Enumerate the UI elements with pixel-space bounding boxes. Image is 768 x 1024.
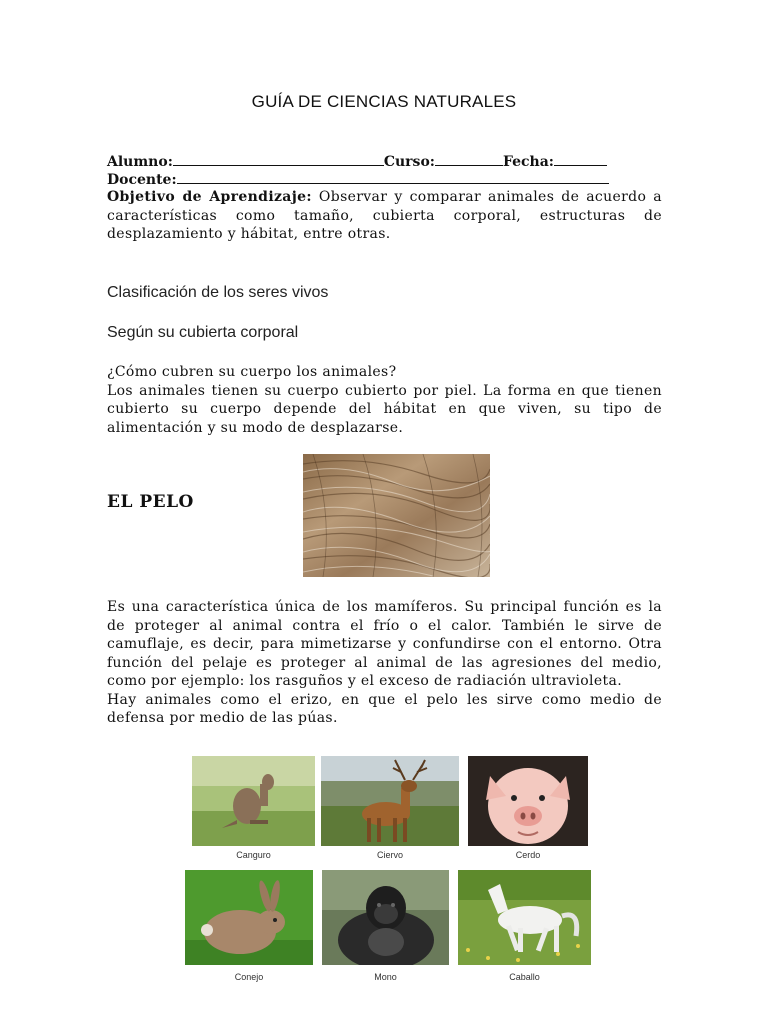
pelo-paragraph (107, 598, 662, 728)
horse-photo (458, 870, 591, 965)
animal-caption: Mono (374, 972, 397, 982)
animal-caption: Canguro (236, 850, 271, 860)
curso-blank[interactable] (435, 152, 503, 166)
gorilla-photo (322, 870, 449, 965)
animal-caption: Ciervo (376, 850, 403, 860)
intro-paragraph (107, 363, 662, 437)
subsection-title: Según su cubierta corporal (107, 324, 299, 341)
section-title: Clasificación de los seres vivos (107, 284, 329, 301)
student-info-line (107, 152, 607, 171)
fecha-blank[interactable] (554, 152, 607, 166)
animal-caption: Conejo (234, 972, 264, 982)
intro-question: ¿Cómo cubren su cuerpo los animales? (107, 364, 397, 380)
pig-photo (468, 756, 588, 846)
kangaroo-photo (192, 756, 315, 846)
docente-label: Docente: (107, 172, 177, 188)
fecha-label: Fecha: (502, 154, 554, 170)
animal-caption: Cerdo (515, 850, 541, 860)
pelo-text-2: Hay animales como el erizo, en que el pelo les sirve como medio de defensa por medio de las púas. (107, 691, 662, 726)
animal-caption: Caballo (509, 972, 540, 982)
pelo-heading: EL PELO (107, 492, 194, 512)
fur-photo (303, 454, 490, 577)
pelo-text-1: Es una característica única de los mamíferos. Su principal función es la de proteger al animal contra el frío o el calor. También le sirve de camuflaje, es decir, para mimetizarse y confundirse con el entorno. Otra función del pelaje es proteger al animal de las agresiones del medio, como por ejemplo: los rasguños y el exceso de radiación ultravioleta. (107, 599, 662, 689)
page-title: GUÍA DE CIENCIAS NATURALES (251, 92, 517, 111)
objective-paragraph (107, 188, 662, 244)
objetivo-text: Observar y comparar animales de acuerdo a características como tamaño, cubierta corporal, estructuras de desplazamiento y hábitat, entre otras. (107, 189, 662, 242)
deer-photo (321, 756, 459, 846)
rabbit-photo (185, 870, 313, 965)
docente-line (107, 170, 609, 189)
docente-blank[interactable] (177, 170, 609, 184)
objetivo-label: Objetivo de Aprendizaje: (107, 189, 312, 205)
alumno-label: Alumno: (107, 154, 173, 170)
alumno-blank[interactable] (173, 152, 384, 166)
intro-text: Los animales tienen su cuerpo cubierto por piel. La forma en que tienen cubierto su cuerpo depende del hábitat en que viven, su tipo de alimentación y su modo de desplazarse. (107, 382, 662, 436)
curso-label: Curso: (383, 154, 435, 170)
